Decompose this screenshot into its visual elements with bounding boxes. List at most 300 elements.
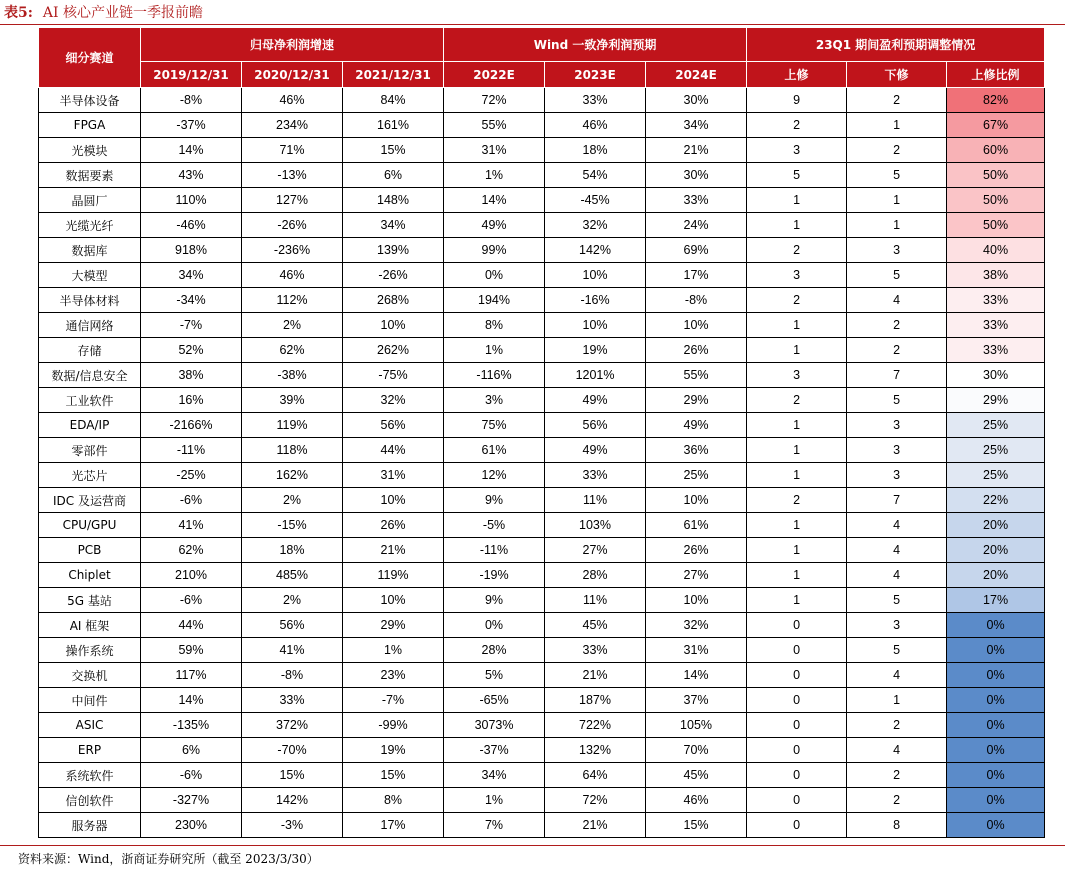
growth-2019-cell: 34% bbox=[141, 263, 242, 288]
forecast-2024e-cell: 15% bbox=[646, 813, 747, 838]
forecast-2022e-cell: 72% bbox=[444, 88, 545, 113]
growth-2020-cell: -3% bbox=[242, 813, 343, 838]
segment-name: 数据库 bbox=[39, 238, 141, 263]
table-row bbox=[39, 313, 1045, 338]
forecast-2023e-cell: 27% bbox=[545, 538, 646, 563]
upward-count-cell: 0 bbox=[747, 813, 847, 838]
growth-2021-cell: 21% bbox=[343, 538, 444, 563]
downward-count-cell: 2 bbox=[847, 338, 947, 363]
header-col-2023e: 2023E bbox=[545, 62, 646, 88]
upward-count-cell: 1 bbox=[747, 338, 847, 363]
segment-name: 半导体设备 bbox=[39, 88, 141, 113]
header-col-downward: 下修 bbox=[847, 62, 947, 88]
forecast-2024e-cell: 29% bbox=[646, 388, 747, 413]
forecast-2024e-cell: 37% bbox=[646, 688, 747, 713]
downward-count-cell: 2 bbox=[847, 88, 947, 113]
forecast-2022e-cell: -65% bbox=[444, 688, 545, 713]
growth-2021-cell: 19% bbox=[343, 738, 444, 763]
table-row bbox=[39, 513, 1045, 538]
table-row bbox=[39, 688, 1045, 713]
forecast-2024e-cell: 10% bbox=[646, 588, 747, 613]
downward-count-cell: 3 bbox=[847, 463, 947, 488]
upward-count-cell: 1 bbox=[747, 513, 847, 538]
segment-name: 系统软件 bbox=[39, 763, 141, 788]
growth-2021-cell: 161% bbox=[343, 113, 444, 138]
growth-2019-cell: 59% bbox=[141, 638, 242, 663]
forecast-2023e-cell: 33% bbox=[545, 88, 646, 113]
segment-name: Chiplet bbox=[39, 563, 141, 588]
growth-2020-cell: 142% bbox=[242, 788, 343, 813]
growth-2020-cell: -236% bbox=[242, 238, 343, 263]
growth-2020-cell: 56% bbox=[242, 613, 343, 638]
downward-count-cell: 5 bbox=[847, 163, 947, 188]
growth-2021-cell: 139% bbox=[343, 238, 444, 263]
forecast-2022e-cell: 3% bbox=[444, 388, 545, 413]
upward-ratio-cell: 0% bbox=[947, 613, 1045, 638]
segment-name: 信创软件 bbox=[39, 788, 141, 813]
growth-2021-cell: 17% bbox=[343, 813, 444, 838]
table-row bbox=[39, 88, 1045, 113]
forecast-2022e-cell: -11% bbox=[444, 538, 545, 563]
header-group-wind-forecast: Wind 一致净利润预期 bbox=[444, 28, 747, 62]
upward-ratio-cell: 0% bbox=[947, 663, 1045, 688]
upward-count-cell: 1 bbox=[747, 213, 847, 238]
downward-count-cell: 3 bbox=[847, 238, 947, 263]
segment-name: 晶圆厂 bbox=[39, 188, 141, 213]
upward-count-cell: 2 bbox=[747, 238, 847, 263]
upward-ratio-cell: 0% bbox=[947, 638, 1045, 663]
downward-count-cell: 3 bbox=[847, 413, 947, 438]
growth-2021-cell: 29% bbox=[343, 613, 444, 638]
forecast-2023e-cell: 28% bbox=[545, 563, 646, 588]
table-row bbox=[39, 788, 1045, 813]
forecast-2024e-cell: 17% bbox=[646, 263, 747, 288]
forecast-2023e-cell: 54% bbox=[545, 163, 646, 188]
growth-2021-cell: 44% bbox=[343, 438, 444, 463]
growth-2021-cell: 10% bbox=[343, 313, 444, 338]
segment-name: AI 框架 bbox=[39, 613, 141, 638]
growth-2020-cell: 46% bbox=[242, 263, 343, 288]
segment-name: 工业软件 bbox=[39, 388, 141, 413]
downward-count-cell: 1 bbox=[847, 213, 947, 238]
table-row bbox=[39, 613, 1045, 638]
upward-count-cell: 0 bbox=[747, 638, 847, 663]
forecast-2024e-cell: 26% bbox=[646, 338, 747, 363]
growth-2019-cell: 210% bbox=[141, 563, 242, 588]
growth-2019-cell: 230% bbox=[141, 813, 242, 838]
upward-count-cell: 1 bbox=[747, 438, 847, 463]
growth-2020-cell: 62% bbox=[242, 338, 343, 363]
forecast-2022e-cell: 61% bbox=[444, 438, 545, 463]
forecast-2022e-cell: 0% bbox=[444, 613, 545, 638]
growth-2020-cell: -38% bbox=[242, 363, 343, 388]
forecast-2023e-cell: 64% bbox=[545, 763, 646, 788]
table-row bbox=[39, 213, 1045, 238]
downward-count-cell: 8 bbox=[847, 813, 947, 838]
forecast-2022e-cell: -116% bbox=[444, 363, 545, 388]
growth-2020-cell: 46% bbox=[242, 88, 343, 113]
table-row bbox=[39, 338, 1045, 363]
table-row bbox=[39, 238, 1045, 263]
downward-count-cell: 1 bbox=[847, 113, 947, 138]
upward-ratio-cell: 40% bbox=[947, 238, 1045, 263]
table-row bbox=[39, 413, 1045, 438]
growth-2019-cell: 6% bbox=[141, 738, 242, 763]
growth-2019-cell: -25% bbox=[141, 463, 242, 488]
upward-ratio-cell: 20% bbox=[947, 563, 1045, 588]
forecast-2023e-cell: 1201% bbox=[545, 363, 646, 388]
growth-2020-cell: 119% bbox=[242, 413, 343, 438]
growth-2019-cell: 44% bbox=[141, 613, 242, 638]
table-row bbox=[39, 713, 1045, 738]
upward-ratio-cell: 0% bbox=[947, 713, 1045, 738]
upward-ratio-cell: 50% bbox=[947, 163, 1045, 188]
forecast-2024e-cell: 30% bbox=[646, 163, 747, 188]
growth-2019-cell: 41% bbox=[141, 513, 242, 538]
forecast-2023e-cell: 21% bbox=[545, 813, 646, 838]
growth-2021-cell: 34% bbox=[343, 213, 444, 238]
upward-ratio-cell: 20% bbox=[947, 513, 1045, 538]
forecast-2023e-cell: 11% bbox=[545, 488, 646, 513]
forecast-2024e-cell: 61% bbox=[646, 513, 747, 538]
forecast-2024e-cell: 30% bbox=[646, 88, 747, 113]
forecast-2022e-cell: 1% bbox=[444, 788, 545, 813]
forecast-2024e-cell: 14% bbox=[646, 663, 747, 688]
growth-2019-cell: 110% bbox=[141, 188, 242, 213]
header-column-row bbox=[39, 62, 1045, 88]
forecast-2024e-cell: 21% bbox=[646, 138, 747, 163]
growth-2021-cell: -7% bbox=[343, 688, 444, 713]
upward-count-cell: 1 bbox=[747, 313, 847, 338]
table-caption bbox=[4, 2, 203, 24]
segment-name: 大模型 bbox=[39, 263, 141, 288]
header-col-upward: 上修 bbox=[747, 62, 847, 88]
forecast-2022e-cell: 194% bbox=[444, 288, 545, 313]
upward-ratio-cell: 67% bbox=[947, 113, 1045, 138]
table-row bbox=[39, 813, 1045, 838]
downward-count-cell: 7 bbox=[847, 363, 947, 388]
growth-2021-cell: 26% bbox=[343, 513, 444, 538]
growth-2020-cell: 2% bbox=[242, 588, 343, 613]
forecast-2022e-cell: -37% bbox=[444, 738, 545, 763]
upward-count-cell: 0 bbox=[747, 688, 847, 713]
upward-count-cell: 1 bbox=[747, 538, 847, 563]
growth-2020-cell: 372% bbox=[242, 713, 343, 738]
growth-2021-cell: 23% bbox=[343, 663, 444, 688]
header-col-2022e: 2022E bbox=[444, 62, 545, 88]
forecast-2024e-cell: 46% bbox=[646, 788, 747, 813]
growth-2019-cell: 14% bbox=[141, 688, 242, 713]
upward-count-cell: 1 bbox=[747, 588, 847, 613]
growth-2019-cell: 14% bbox=[141, 138, 242, 163]
segment-name: 操作系统 bbox=[39, 638, 141, 663]
downward-count-cell: 4 bbox=[847, 563, 947, 588]
table-row bbox=[39, 488, 1045, 513]
forecast-2023e-cell: 33% bbox=[545, 638, 646, 663]
downward-count-cell: 2 bbox=[847, 313, 947, 338]
table-row bbox=[39, 288, 1045, 313]
forecast-2024e-cell: 105% bbox=[646, 713, 747, 738]
segment-name: 光缆光纤 bbox=[39, 213, 141, 238]
growth-2019-cell: 43% bbox=[141, 163, 242, 188]
caption-title: AI 核心产业链一季报前瞻 bbox=[42, 5, 204, 21]
forecast-2023e-cell: 49% bbox=[545, 438, 646, 463]
upward-count-cell: 5 bbox=[747, 163, 847, 188]
forecast-2023e-cell: 10% bbox=[545, 313, 646, 338]
upward-count-cell: 9 bbox=[747, 88, 847, 113]
forecast-2022e-cell: 31% bbox=[444, 138, 545, 163]
upward-count-cell: 3 bbox=[747, 363, 847, 388]
forecast-2024e-cell: 34% bbox=[646, 113, 747, 138]
growth-2020-cell: 39% bbox=[242, 388, 343, 413]
downward-count-cell: 4 bbox=[847, 288, 947, 313]
growth-2019-cell: -8% bbox=[141, 88, 242, 113]
forecast-2023e-cell: -16% bbox=[545, 288, 646, 313]
table-row bbox=[39, 188, 1045, 213]
forecast-2023e-cell: 49% bbox=[545, 388, 646, 413]
growth-2020-cell: -15% bbox=[242, 513, 343, 538]
upward-count-cell: 0 bbox=[747, 763, 847, 788]
growth-2019-cell: -6% bbox=[141, 588, 242, 613]
upward-ratio-cell: 17% bbox=[947, 588, 1045, 613]
forecast-2022e-cell: 34% bbox=[444, 763, 545, 788]
downward-count-cell: 1 bbox=[847, 688, 947, 713]
footer-divider bbox=[0, 845, 1065, 846]
downward-count-cell: 4 bbox=[847, 513, 947, 538]
forecast-2024e-cell: 10% bbox=[646, 313, 747, 338]
upward-ratio-cell: 38% bbox=[947, 263, 1045, 288]
table-row bbox=[39, 588, 1045, 613]
growth-2021-cell: 32% bbox=[343, 388, 444, 413]
caption-label: 表5: bbox=[4, 5, 33, 21]
forecast-2022e-cell: 28% bbox=[444, 638, 545, 663]
forecast-2023e-cell: 142% bbox=[545, 238, 646, 263]
growth-2020-cell: 127% bbox=[242, 188, 343, 213]
segment-name: 光模块 bbox=[39, 138, 141, 163]
segment-name: 通信网络 bbox=[39, 313, 141, 338]
upward-ratio-cell: 50% bbox=[947, 213, 1045, 238]
forecast-2022e-cell: 49% bbox=[444, 213, 545, 238]
table-row bbox=[39, 138, 1045, 163]
segment-name: ERP bbox=[39, 738, 141, 763]
growth-2020-cell: -8% bbox=[242, 663, 343, 688]
growth-2021-cell: -75% bbox=[343, 363, 444, 388]
upward-count-cell: 0 bbox=[747, 713, 847, 738]
forecast-2022e-cell: 8% bbox=[444, 313, 545, 338]
forecast-2022e-cell: -5% bbox=[444, 513, 545, 538]
table-row bbox=[39, 663, 1045, 688]
forecast-2022e-cell: 9% bbox=[444, 588, 545, 613]
downward-count-cell: 2 bbox=[847, 713, 947, 738]
segment-name: 服务器 bbox=[39, 813, 141, 838]
growth-2019-cell: 38% bbox=[141, 363, 242, 388]
forecast-2023e-cell: 32% bbox=[545, 213, 646, 238]
table-row bbox=[39, 463, 1045, 488]
upward-count-cell: 2 bbox=[747, 388, 847, 413]
forecast-2024e-cell: 49% bbox=[646, 413, 747, 438]
forecast-2024e-cell: 33% bbox=[646, 188, 747, 213]
upward-ratio-cell: 0% bbox=[947, 788, 1045, 813]
upward-count-cell: 0 bbox=[747, 738, 847, 763]
forecast-2024e-cell: 31% bbox=[646, 638, 747, 663]
growth-2020-cell: 112% bbox=[242, 288, 343, 313]
growth-2020-cell: 71% bbox=[242, 138, 343, 163]
forecast-2024e-cell: 45% bbox=[646, 763, 747, 788]
growth-2021-cell: 10% bbox=[343, 588, 444, 613]
forecast-2022e-cell: 75% bbox=[444, 413, 545, 438]
downward-count-cell: 2 bbox=[847, 763, 947, 788]
header-col-2019: 2019/12/31 bbox=[141, 62, 242, 88]
forecast-2022e-cell: 7% bbox=[444, 813, 545, 838]
forecast-2024e-cell: 26% bbox=[646, 538, 747, 563]
forecast-2024e-cell: 25% bbox=[646, 463, 747, 488]
forecast-2024e-cell: 32% bbox=[646, 613, 747, 638]
forecast-2022e-cell: 99% bbox=[444, 238, 545, 263]
forecast-2022e-cell: 5% bbox=[444, 663, 545, 688]
table-row bbox=[39, 763, 1045, 788]
downward-count-cell: 5 bbox=[847, 263, 947, 288]
segment-name: 半导体材料 bbox=[39, 288, 141, 313]
table-row bbox=[39, 113, 1045, 138]
upward-count-cell: 0 bbox=[747, 663, 847, 688]
growth-2020-cell: -13% bbox=[242, 163, 343, 188]
upward-count-cell: 2 bbox=[747, 113, 847, 138]
growth-2019-cell: -11% bbox=[141, 438, 242, 463]
growth-2019-cell: -37% bbox=[141, 113, 242, 138]
growth-2020-cell: 15% bbox=[242, 763, 343, 788]
upward-ratio-cell: 25% bbox=[947, 438, 1045, 463]
upward-count-cell: 0 bbox=[747, 613, 847, 638]
downward-count-cell: 7 bbox=[847, 488, 947, 513]
header-group-row bbox=[39, 28, 1045, 62]
upward-count-cell: 1 bbox=[747, 563, 847, 588]
segment-name: EDA/IP bbox=[39, 413, 141, 438]
downward-count-cell: 4 bbox=[847, 738, 947, 763]
forecast-2024e-cell: 24% bbox=[646, 213, 747, 238]
growth-2020-cell: 234% bbox=[242, 113, 343, 138]
forecast-2022e-cell: 1% bbox=[444, 163, 545, 188]
growth-2019-cell: 918% bbox=[141, 238, 242, 263]
forecast-2022e-cell: 12% bbox=[444, 463, 545, 488]
forecast-2023e-cell: 45% bbox=[545, 613, 646, 638]
upward-ratio-cell: 30% bbox=[947, 363, 1045, 388]
growth-2020-cell: -70% bbox=[242, 738, 343, 763]
forecast-2023e-cell: 11% bbox=[545, 588, 646, 613]
growth-2019-cell: 117% bbox=[141, 663, 242, 688]
source-note: 资料来源：Wind，浙商证券研究所（截至 2023/3/30） bbox=[18, 852, 319, 866]
growth-2021-cell: 10% bbox=[343, 488, 444, 513]
segment-name: 交换机 bbox=[39, 663, 141, 688]
growth-2019-cell: -6% bbox=[141, 488, 242, 513]
growth-2021-cell: 31% bbox=[343, 463, 444, 488]
forecast-2023e-cell: 132% bbox=[545, 738, 646, 763]
growth-2021-cell: 268% bbox=[343, 288, 444, 313]
growth-2021-cell: 56% bbox=[343, 413, 444, 438]
growth-2021-cell: 148% bbox=[343, 188, 444, 213]
upward-ratio-cell: 20% bbox=[947, 538, 1045, 563]
header-segment: 细分赛道 bbox=[39, 28, 141, 88]
upward-count-cell: 1 bbox=[747, 188, 847, 213]
forecast-2022e-cell: 3073% bbox=[444, 713, 545, 738]
upward-count-cell: 0 bbox=[747, 788, 847, 813]
segment-name: 存储 bbox=[39, 338, 141, 363]
segment-name: 中间件 bbox=[39, 688, 141, 713]
forecast-2022e-cell: 0% bbox=[444, 263, 545, 288]
ai-industry-table bbox=[38, 27, 1045, 838]
table-row bbox=[39, 563, 1045, 588]
upward-ratio-cell: 0% bbox=[947, 738, 1045, 763]
table-row bbox=[39, 163, 1045, 188]
header-group-profit-growth: 归母净利润增速 bbox=[141, 28, 444, 62]
growth-2021-cell: 1% bbox=[343, 638, 444, 663]
growth-2021-cell: 6% bbox=[343, 163, 444, 188]
upward-ratio-cell: 0% bbox=[947, 813, 1045, 838]
downward-count-cell: 4 bbox=[847, 538, 947, 563]
forecast-2022e-cell: -19% bbox=[444, 563, 545, 588]
forecast-2024e-cell: 55% bbox=[646, 363, 747, 388]
table-row bbox=[39, 263, 1045, 288]
growth-2021-cell: 84% bbox=[343, 88, 444, 113]
forecast-2022e-cell: 9% bbox=[444, 488, 545, 513]
growth-2019-cell: -34% bbox=[141, 288, 242, 313]
upward-ratio-cell: 29% bbox=[947, 388, 1045, 413]
downward-count-cell: 5 bbox=[847, 388, 947, 413]
upward-ratio-cell: 33% bbox=[947, 288, 1045, 313]
forecast-2023e-cell: 46% bbox=[545, 113, 646, 138]
header-col-upward-ratio: 上修比例 bbox=[947, 62, 1045, 88]
upward-ratio-cell: 0% bbox=[947, 763, 1045, 788]
upward-ratio-cell: 50% bbox=[947, 188, 1045, 213]
forecast-2023e-cell: 10% bbox=[545, 263, 646, 288]
growth-2021-cell: 15% bbox=[343, 138, 444, 163]
downward-count-cell: 3 bbox=[847, 438, 947, 463]
forecast-2022e-cell: 55% bbox=[444, 113, 545, 138]
growth-2020-cell: 2% bbox=[242, 488, 343, 513]
upward-ratio-cell: 33% bbox=[947, 313, 1045, 338]
growth-2020-cell: 118% bbox=[242, 438, 343, 463]
growth-2019-cell: 62% bbox=[141, 538, 242, 563]
upward-ratio-cell: 22% bbox=[947, 488, 1045, 513]
downward-count-cell: 5 bbox=[847, 638, 947, 663]
upward-count-cell: 1 bbox=[747, 413, 847, 438]
growth-2021-cell: 262% bbox=[343, 338, 444, 363]
growth-2019-cell: -135% bbox=[141, 713, 242, 738]
table-row bbox=[39, 638, 1045, 663]
forecast-2023e-cell: 103% bbox=[545, 513, 646, 538]
downward-count-cell: 2 bbox=[847, 788, 947, 813]
growth-2020-cell: 33% bbox=[242, 688, 343, 713]
forecast-2023e-cell: 187% bbox=[545, 688, 646, 713]
forecast-2023e-cell: 19% bbox=[545, 338, 646, 363]
downward-count-cell: 2 bbox=[847, 138, 947, 163]
segment-name: PCB bbox=[39, 538, 141, 563]
growth-2020-cell: 2% bbox=[242, 313, 343, 338]
growth-2021-cell: -26% bbox=[343, 263, 444, 288]
upward-count-cell: 3 bbox=[747, 263, 847, 288]
upward-ratio-cell: 60% bbox=[947, 138, 1045, 163]
upward-ratio-cell: 33% bbox=[947, 338, 1045, 363]
caption-divider bbox=[0, 24, 1065, 25]
forecast-2024e-cell: 69% bbox=[646, 238, 747, 263]
growth-2020-cell: 485% bbox=[242, 563, 343, 588]
forecast-2024e-cell: 36% bbox=[646, 438, 747, 463]
forecast-2023e-cell: 21% bbox=[545, 663, 646, 688]
forecast-2023e-cell: 33% bbox=[545, 463, 646, 488]
downward-count-cell: 5 bbox=[847, 588, 947, 613]
downward-count-cell: 3 bbox=[847, 613, 947, 638]
table-row bbox=[39, 363, 1045, 388]
growth-2019-cell: 16% bbox=[141, 388, 242, 413]
